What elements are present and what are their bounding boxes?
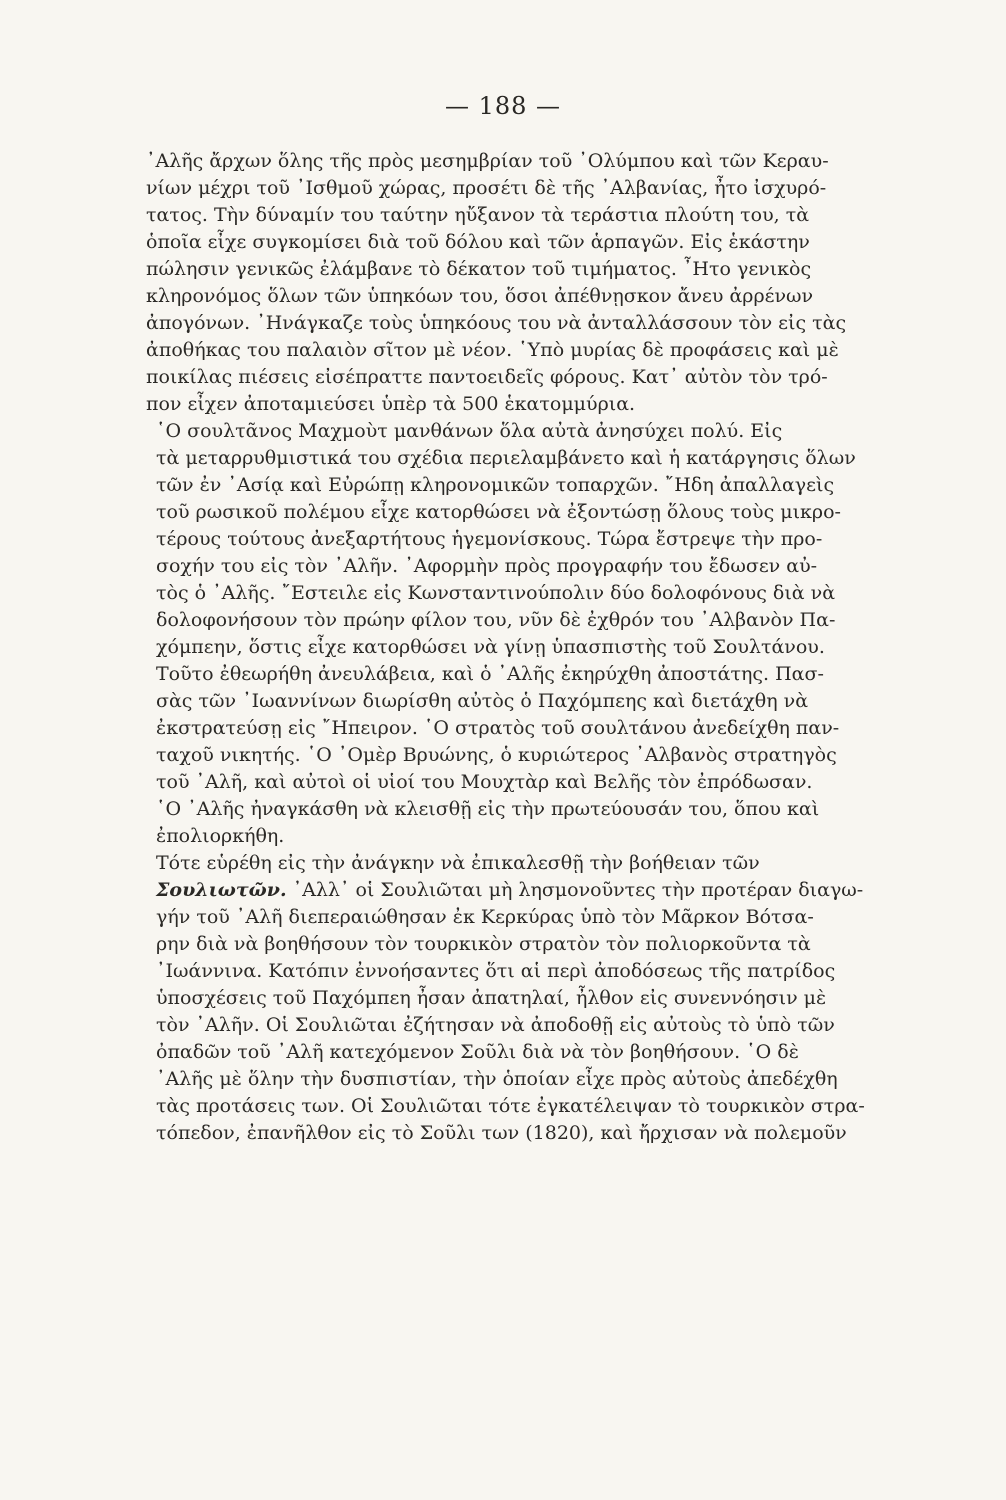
text-line: ἐκστρατεύσῃ εἰς ῎Ηπειρον. ῾Ο στρατὸς τοῦ σουλτάνου ἀνεδείχθη παν- <box>156 717 840 739</box>
text-line: χόμπεην, ὅστις εἶχε κατορθώσει νὰ γίνῃ ὑπασπιστὴς τοῦ Σουλτάνου. <box>156 636 825 658</box>
text-line: σὰς τῶν ᾿Ιωαννίνων διωρίσθη αὐτὸς ὁ Παχόμπεης καὶ διετάχθη νὰ <box>156 690 809 712</box>
text-line: ᾿Ιωάννινα. Κατόπιν ἐννοήσαντες ὅτι αἱ περὶ ἀποδόσεως τῆς πατρίδος <box>156 960 836 982</box>
text-line: ἀποθήκας του παλαιὸν σῖτον μὲ νέον. ῾Υπὸ μυρίας δὲ προφάσεις καὶ μὲ <box>146 339 839 361</box>
text-line: ρην διὰ νὰ βοηθήσουν τὸν τουρκικὸν στρατὸν τὸν πολιορκοῦντα τὰ <box>156 933 811 955</box>
text-line: δολοφονήσουν τὸν πρώην φίλον του, νῦν δὲ ἐχθρόν του ᾿Αλβανὸν Πα- <box>156 609 836 631</box>
text-line: ὑποσχέσεις τοῦ Παχόμπεη ἦσαν ἀπατηλαί, ἦλθον εἰς συνεννόησιν μὲ <box>156 987 827 1009</box>
text-line: ᾿Αλῆς ἄρχων ὅλης τῆς πρὸς μεσημβρίαν τοῦ ᾿Ολύμπου καὶ τῶν Κεραυ- <box>146 150 829 172</box>
text-line: πώλησιν γενικῶς ἐλάμβανε τὸ δέκατον τοῦ τιμήματος. ῏Ητο γενικὸς <box>146 258 812 280</box>
text-line: Σουλιωτῶν. ᾿Αλλ᾿ οἱ Σουλιῶται μὴ λησμονοῦντες τὴν προτέραν διαγω- <box>156 879 864 901</box>
text-line: τὰς προτάσεις των. Οἱ Σουλιῶται τότε ἐγκατέλειψαν τὸ τουρκικὸν στρα- <box>156 1095 865 1117</box>
text-line: ἐπολιορκήθη. <box>156 825 285 847</box>
paragraph-3 <box>118 850 936 1147</box>
text-line: Τότε εὑρέθη εἰς τὴν ἀνάγκην νὰ ἐπικαλεσθῇ τὴν βοήθειαν τῶν <box>156 852 760 874</box>
text-line: ἀπογόνων. ᾿Ηνάγκαζε τοὺς ὑπηκόους του νὰ ἀνταλλάσσουν τὸν εἰς τὰς <box>146 312 847 334</box>
text-line: τὰ μεταρρυθμιστικά του σχέδια περιελαμβάνετο καὶ ἡ κατάργησις ὅλων <box>156 447 856 469</box>
text-line: ποικίλας πιέσεις εἰσέπραττε παντοειδεῖς φόρους. Κατ᾿ αὐτὸν τὸν τρό- <box>146 366 828 388</box>
text-line: ταχοῦ νικητής. ῾Ο ᾿Ομὲρ Βρυώνης, ὁ κυριώτερος ᾿Αλβανὸς στρατηγὸς <box>156 744 837 766</box>
text-line: τοῦ ρωσικοῦ πολέμου εἶχε κατορθώσει νὰ ἐξοντώσῃ ὅλους τοὺς μικρο- <box>156 501 841 523</box>
text-line: τόπεδον, ἐπανῆλθον εἰς τὸ Σοῦλι των (1820), καὶ ἤρχισαν νὰ πολεμοῦν <box>156 1122 847 1144</box>
text-line: ὁποῖα εἶχε συγκομίσει διὰ τοῦ δόλου καὶ τῶν ἁρπαγῶν. Εἰς ἑκάστην <box>146 231 810 253</box>
text-line: ὀπαδῶν τοῦ ᾿Αλῆ κατεχόμενον Σοῦλι διὰ νὰ τὸν βοηθήσουν. ῾Ο δὲ <box>156 1041 799 1063</box>
text-line: σοχήν του εἰς τὸν ᾿Αλῆν. ᾿Αφορμὴν πρὸς προγραφήν του ἔδωσεν αὐ- <box>156 555 818 577</box>
page-number: — 188 — <box>444 92 562 120</box>
text-line: τέρους τούτους ἀνεξαρτήτους ἡγεμονίσκους. Τώρα ἔστρεψε τὴν προ- <box>156 528 823 550</box>
paragraph-2 <box>118 418 936 850</box>
body-text <box>118 148 936 1147</box>
text-line: ῾Ο σουλτᾶνος Μαχμοὺτ μανθάνων ὅλα αὐτὰ ἀνησύχει πολύ. Εἰς <box>156 420 783 442</box>
text-line: κληρονόμος ὅλων τῶν ὑπηκόων του, ὅσοι ἀπέθνῃσκον ἄνευ ἀρρένων <box>146 285 814 307</box>
text-line: τοῦ ᾿Αλῆ, καὶ αὐτοὶ οἱ υἱοί του Μουχτὰρ καὶ Βελῆς τὸν ἐπρόδωσαν. <box>156 771 813 793</box>
text-line: ῾Ο ᾿Αλῆς ἠναγκάσθη νὰ κλεισθῇ εἰς τὴν πρωτεύουσάν του, ὅπου καὶ <box>156 798 820 820</box>
text-line: τῶν ἐν ᾿Ασίᾳ καὶ Εὐρώπῃ κληρονομικῶν τοπαρχῶν. ῎Ηδη ἀπαλλαγεὶς <box>156 474 835 496</box>
text-line: γήν τοῦ ᾿Αλῆ διεπεραιώθησαν ἐκ Κερκύρας ὑπὸ τὸν Μᾶρκον Βότσα- <box>156 906 814 928</box>
text-line: τατος. Τὴν δύναμίν του ταύτην ηὔξανον τὰ τεράστια πλούτη του, τὰ <box>146 204 810 226</box>
text-line: Τοῦτο ἐθεωρήθη ἀνευλάβεια, καὶ ὁ ᾿Αλῆς ἐκηρύχθη ἀποστάτης. Πασ- <box>156 663 824 685</box>
text-line: τὸς ὁ ᾿Αλῆς. ῎Εστειλε εἰς Κωνσταντινούπολιν δύο δολοφόνους διὰ νὰ <box>156 582 836 604</box>
text-line: τὸν ᾿Αλῆν. Οἱ Σουλιῶται ἐζήτησαν νὰ ἀποδοθῇ εἰς αὐτοὺς τὸ ὑπὸ τῶν <box>156 1014 835 1036</box>
paragraph-1 <box>118 148 936 418</box>
text-line: νίων μέχρι τοῦ ᾿Ισθμοῦ χώρας, προσέτι δὲ τῆς ᾿Αλβανίας, ἦτο ἰσχυρό- <box>146 177 827 199</box>
text-line: ᾿Αλῆς μὲ ὅλην τὴν δυσπιστίαν, τὴν ὁποίαν εἶχε πρὸς αὐτοὺς ἀπεδέχθη <box>156 1068 838 1090</box>
text-line: πον εἶχεν ἀποταμιεύσει ὑπὲρ τὰ 500 ἑκατομμύρια. <box>146 393 636 415</box>
